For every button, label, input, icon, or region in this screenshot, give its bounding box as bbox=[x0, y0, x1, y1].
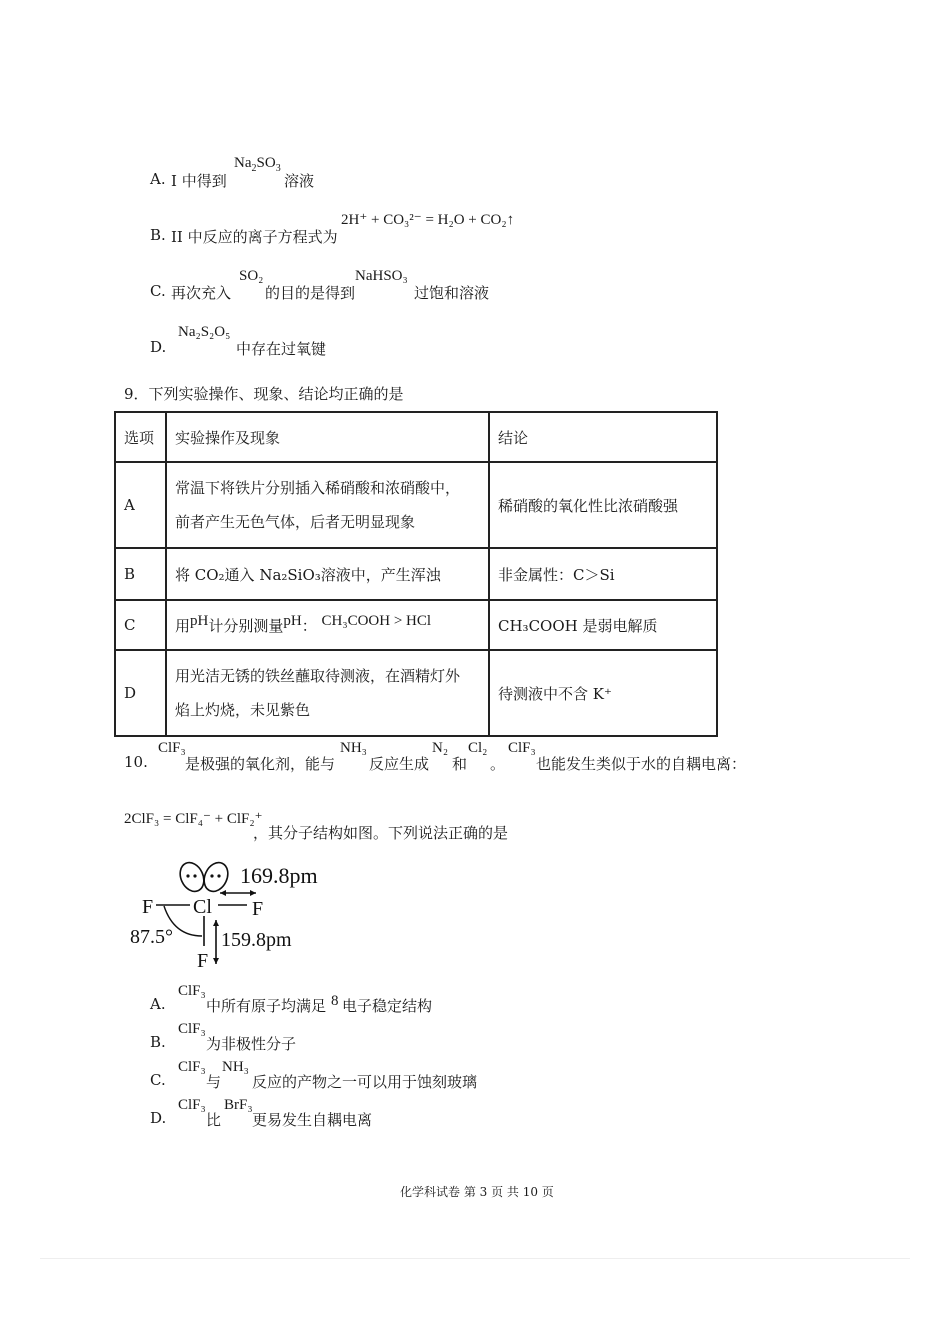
atom-f-bottom: F bbox=[197, 950, 209, 972]
table-row bbox=[115, 600, 717, 650]
option-text: 溶液 bbox=[284, 172, 315, 190]
row-conclusion: CH₃COOH 是弱电解质 bbox=[489, 600, 717, 650]
q9-table bbox=[114, 411, 718, 737]
formula-na2s2o5: Na₂S₂O₅ bbox=[178, 324, 231, 340]
option-number: 8 bbox=[331, 993, 339, 1009]
option-text: 过饱和溶液 bbox=[414, 284, 490, 302]
row-conclusion: 非金属性：C＞Si bbox=[489, 548, 717, 600]
option-label: D. bbox=[150, 338, 167, 356]
header-operation: 实验操作及现象 bbox=[166, 412, 489, 462]
table-header-row bbox=[115, 412, 717, 462]
lone-pair-right bbox=[200, 859, 233, 895]
option-label: A. bbox=[150, 995, 166, 1013]
option-text: II 中反应的离子方程式为 bbox=[171, 228, 338, 246]
formula-clf3: ClF₃ bbox=[178, 1059, 206, 1075]
table-row bbox=[115, 650, 717, 736]
formula-clf3: ClF₃ bbox=[178, 1097, 206, 1113]
option-label: D. bbox=[150, 1109, 167, 1127]
option-label: C. bbox=[150, 282, 166, 300]
row-conclusion: 稀硝酸的氧化性比浓硝酸强 bbox=[489, 462, 717, 548]
formula-so2: SO₂ bbox=[239, 268, 264, 284]
bond-length-label: 159.8pm bbox=[221, 929, 292, 951]
atom-f-left: F bbox=[142, 896, 154, 918]
bond-length-label: 169.8pm bbox=[240, 863, 318, 888]
option-label: C. bbox=[150, 1071, 166, 1089]
option-text: 中所有原子均满足 bbox=[206, 997, 327, 1015]
option-label: B. bbox=[150, 1033, 166, 1051]
option-text: 反应的产物之一可以用于蚀刻玻璃 bbox=[252, 1073, 478, 1091]
option-text: 电子稳定结构 bbox=[342, 997, 433, 1015]
option-text: 中存在过氧键 bbox=[236, 340, 327, 358]
formula-nh3: NH₃ bbox=[222, 1059, 249, 1075]
option-text: 再次充入 bbox=[171, 284, 232, 302]
option-text: 比 bbox=[206, 1111, 222, 1129]
stem-text: ，其分子结构如图。下列说法正确的是 bbox=[253, 824, 509, 842]
stem-text: 也能发生类似于水的自耦电离： bbox=[536, 755, 747, 773]
option-label: A. bbox=[150, 170, 166, 188]
autoionization-equation: 2ClF₃ = ClF₄⁻ + ClF₂⁺ bbox=[124, 811, 263, 827]
formula-nahso3: NaHSO₃ bbox=[355, 268, 408, 284]
header-conclusion: 结论 bbox=[489, 412, 717, 462]
q9-stem: 9．下列实验操作、现象、结论均正确的是 bbox=[124, 385, 404, 403]
formula-nh3: NH₃ bbox=[340, 740, 367, 756]
row-option: D bbox=[115, 650, 166, 736]
formula-clf3: ClF₃ bbox=[178, 983, 206, 999]
table-row bbox=[115, 462, 717, 548]
formula-na2so3: $Na_2SO_3$ bbox=[234, 155, 281, 174]
row-option: A bbox=[115, 462, 166, 548]
stem-text: 和 bbox=[452, 755, 468, 773]
header-option: 选项 bbox=[115, 412, 166, 462]
bond-angle-label: 87.5° bbox=[130, 926, 173, 948]
row-operation: 常温下将铁片分别插入稀硝酸和浓硝酸中， 前者产生无色气体，后者无明显现象 bbox=[166, 462, 489, 548]
option-text: 为非极性分子 bbox=[206, 1035, 297, 1053]
footer-divider bbox=[40, 1258, 910, 1259]
page-footer: 化学科试卷 第 3 页 共 10 页 bbox=[400, 1185, 554, 1199]
atom-cl: Cl bbox=[193, 896, 212, 918]
row-conclusion: 待测液中不含 K⁺ bbox=[489, 650, 717, 736]
row-operation: 将 CO₂通入 Na₂SiO₃溶液中，产生浑浊 bbox=[166, 548, 489, 600]
atom-f-right: F bbox=[252, 898, 264, 920]
stem-text: 。 bbox=[490, 755, 506, 773]
question-number: 10. bbox=[124, 753, 148, 771]
option-text: 的目的是得到 bbox=[265, 284, 356, 302]
stem-text: 反应生成 bbox=[369, 755, 430, 773]
row-operation: 用pH计分别测量pH： CH₃COOH > HCl bbox=[166, 600, 489, 650]
ionic-equation: 2H⁺ + CO₃²⁻ = H₂O + CO₂↑ bbox=[341, 212, 515, 228]
option-text: 与 bbox=[206, 1073, 222, 1091]
option-label: B. bbox=[150, 226, 166, 244]
row-operation: 用光洁无锈的铁丝蘸取待测液，在酒精灯外 焰上灼烧，未见紫色 bbox=[166, 650, 489, 736]
lone-pair-left bbox=[176, 859, 209, 895]
option-text: I 中得到 bbox=[171, 172, 227, 190]
formula-clf3: ClF₃ bbox=[508, 740, 536, 756]
table-row bbox=[115, 548, 717, 600]
row-option: C bbox=[115, 600, 166, 650]
clf3-structure-diagram bbox=[120, 850, 350, 980]
option-text: 更易发生自耦电离 bbox=[252, 1111, 373, 1129]
formula-brf3: BrF₃ bbox=[224, 1097, 253, 1113]
formula-n2: N₂ bbox=[432, 740, 449, 756]
formula-clf3: ClF₃ bbox=[178, 1021, 206, 1037]
stem-text: 是极强的氧化剂，能与 bbox=[185, 755, 336, 773]
row-option: B bbox=[115, 548, 166, 600]
formula-clf3: ClF₃ bbox=[158, 740, 186, 756]
formula-cl2: Cl₂ bbox=[468, 740, 488, 756]
